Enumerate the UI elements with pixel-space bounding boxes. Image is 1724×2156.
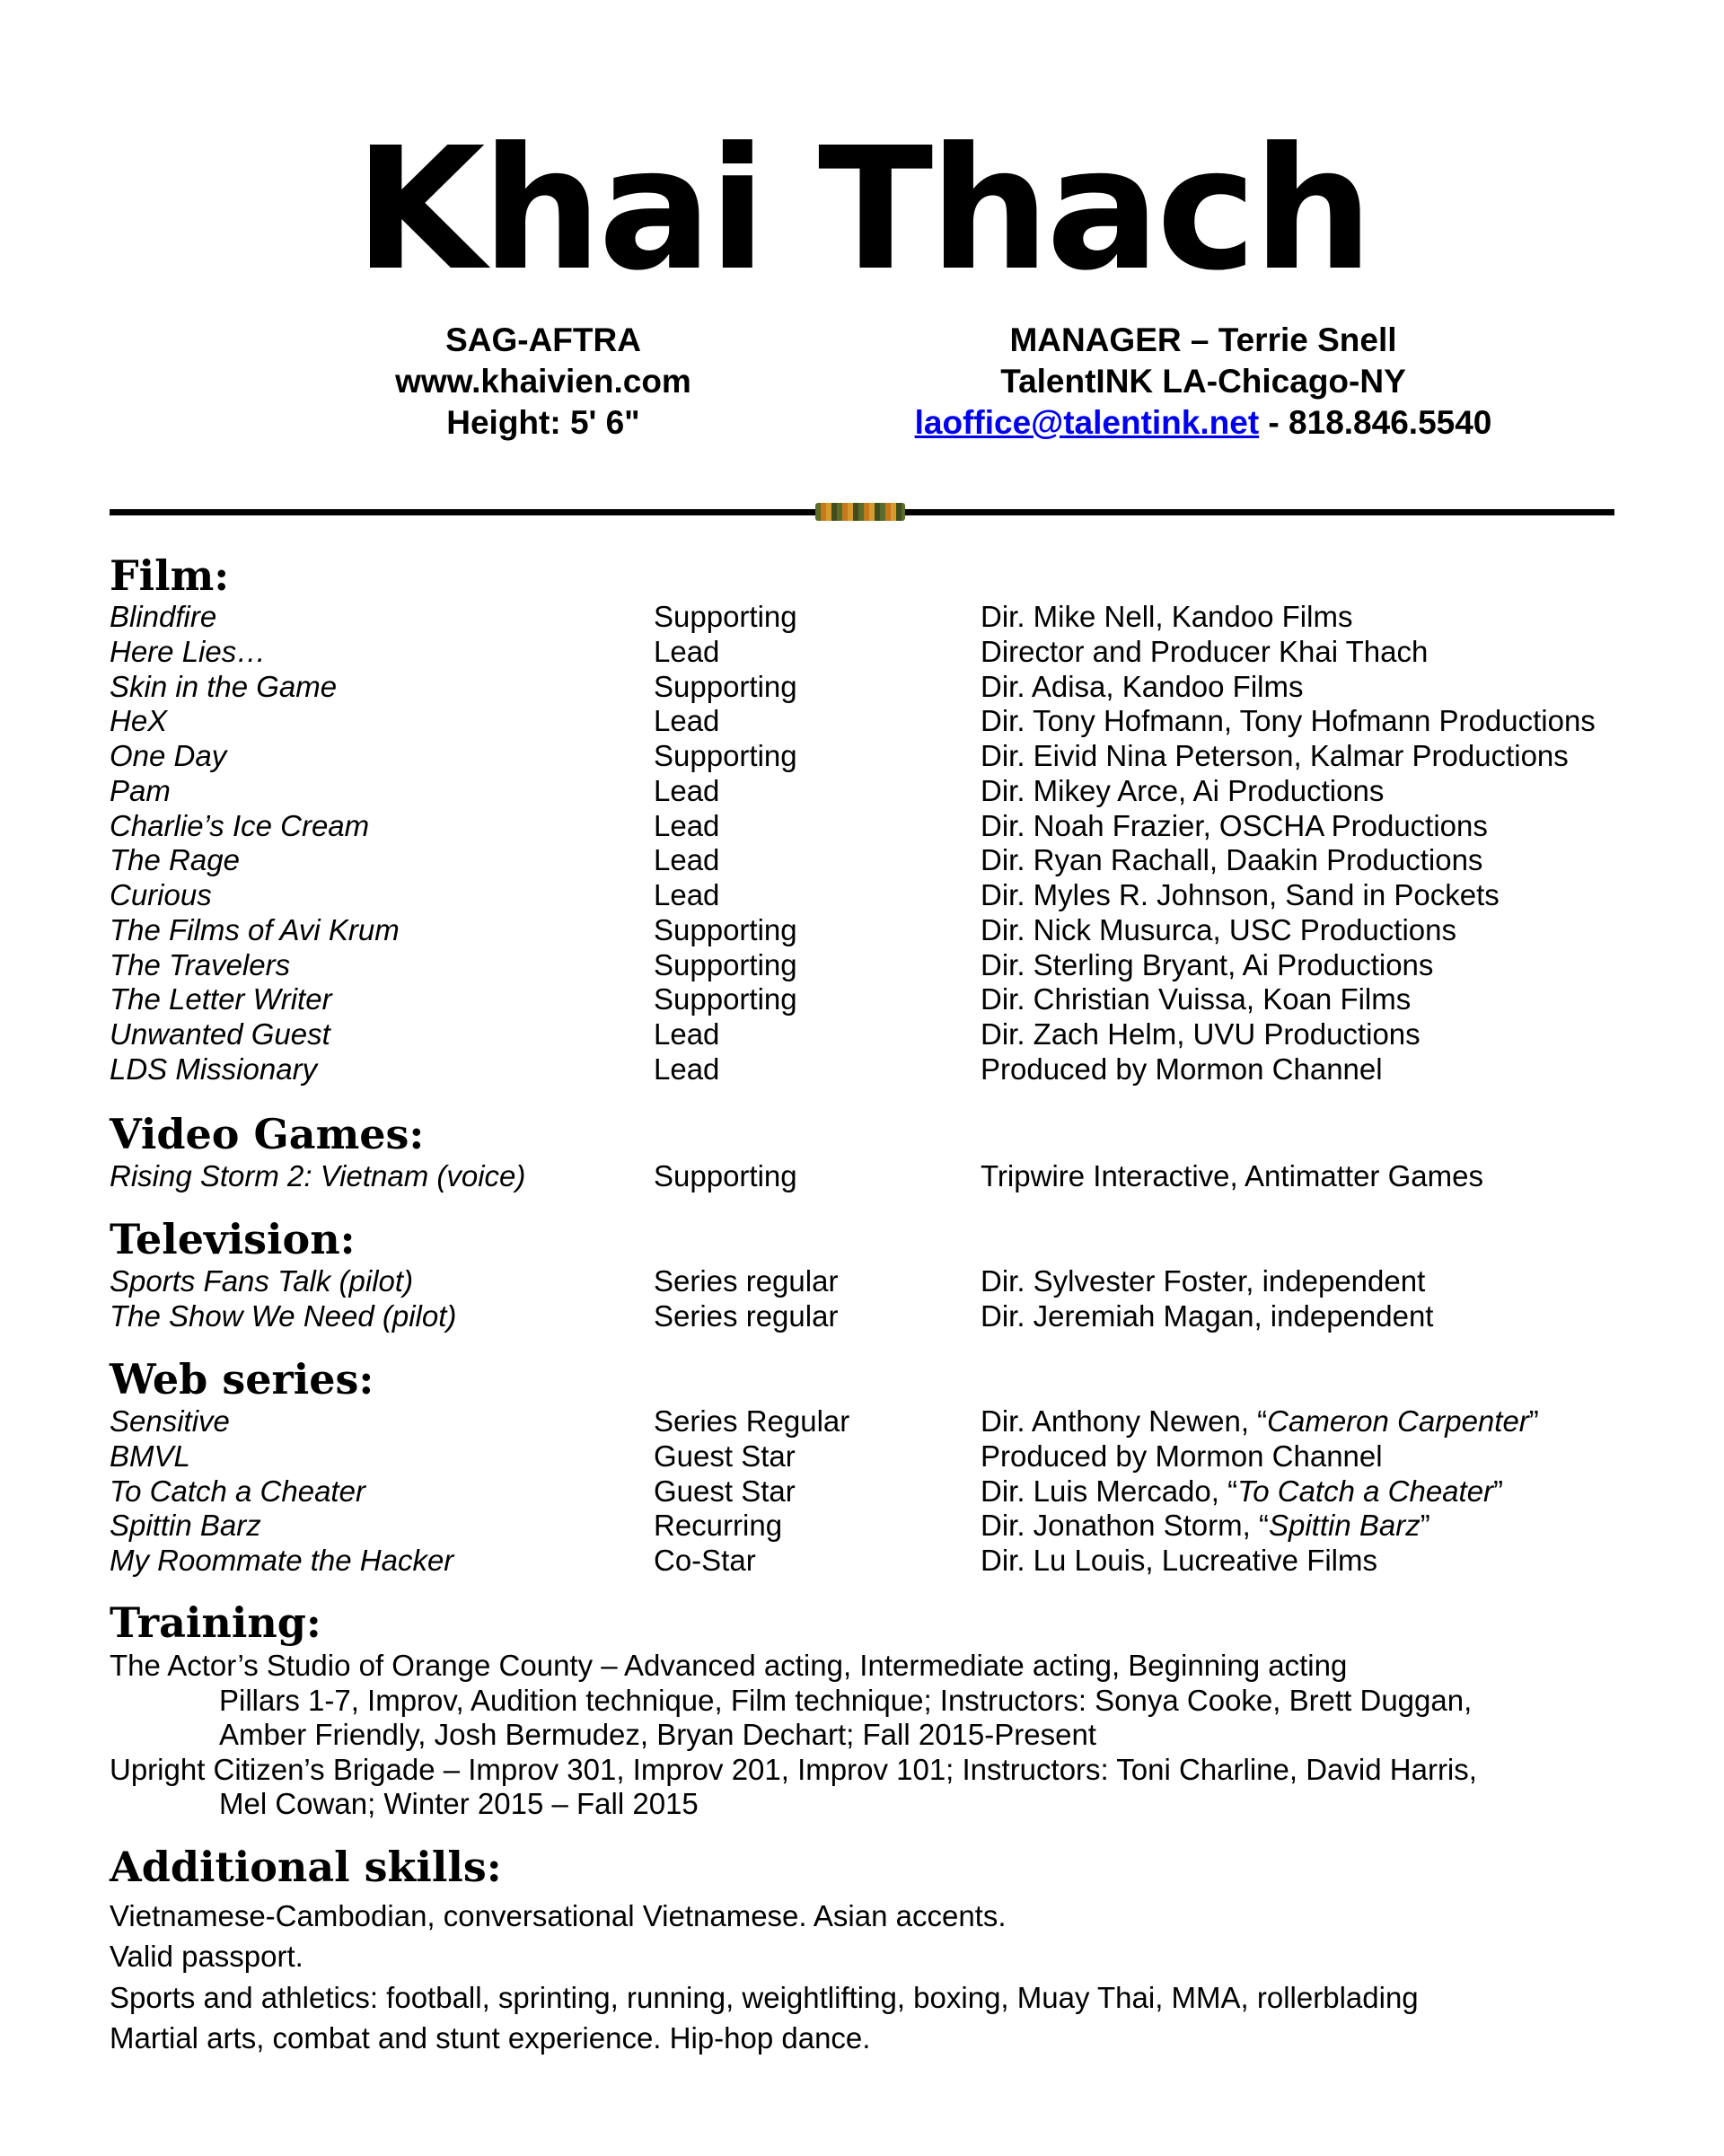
credit-show-title: To Catch a Cheater — [1237, 1474, 1494, 1508]
credit-quote: ” — [1493, 1474, 1504, 1508]
credit-row — [0, 1264, 1724, 1299]
height: Height: 5' 6" — [446, 404, 640, 441]
skill-line: Martial arts, combat and stunt experience. Hip-hop dance. — [110, 2020, 871, 2055]
credit-title: Here Lies… — [110, 634, 267, 668]
credit-role: Recurring — [654, 1509, 783, 1543]
credit-title: Blindfire — [110, 600, 217, 633]
credit-title: My Roommate the Hacker — [110, 1544, 454, 1577]
credit-role: Co-Star — [654, 1544, 756, 1577]
credit-director — [981, 1474, 1503, 1509]
credit-role: Supporting — [654, 947, 797, 981]
website[interactable]: www.khaivien.com — [395, 363, 691, 400]
credit-row — [0, 739, 1724, 774]
credit-row — [0, 1439, 1724, 1474]
credit-title: HeX — [110, 704, 168, 738]
credit-title: Pam — [110, 773, 171, 807]
training-heading: Training: — [110, 1598, 321, 1647]
credit-director: Dir. Zach Helm, UVU Productions — [981, 1017, 1421, 1051]
credit-row — [0, 913, 1724, 948]
credit-title: The Letter Writer — [110, 982, 332, 1016]
credit-row — [0, 878, 1724, 913]
credit-title: The Travelers — [110, 947, 291, 981]
credit-director: Dir. Ryan Rachall, Daakin Productions — [981, 843, 1483, 877]
credit-row — [0, 670, 1724, 705]
credit-role: Lead — [654, 878, 720, 911]
credit-role: Lead — [654, 704, 720, 738]
credit-role: Guest Star — [654, 1474, 796, 1508]
credit-role: Series regular — [654, 1298, 839, 1333]
credit-row — [0, 1159, 1724, 1194]
credit-director: Produced by Mormon Channel — [981, 1052, 1383, 1086]
training-line: Amber Friendly, Josh Bermudez, Bryan Dechart; Fall 2015-Present — [219, 1718, 1096, 1752]
film-heading: Film: — [110, 551, 230, 600]
credit-title: To Catch a Cheater — [110, 1474, 365, 1508]
credit-quote: ” — [1528, 1404, 1539, 1438]
training-line: Pillars 1-7, Improv, Audition technique, Film technique; Instructors: Sonya Cooke, Brett Duggan, — [219, 1683, 1473, 1717]
training-line: The Actor’s Studio of Orange County – Advanced acting, Intermediate acting, Beginning acting — [110, 1649, 1348, 1682]
credit-row — [0, 774, 1724, 809]
credit-role: Supporting — [654, 1159, 797, 1192]
agency-name: TalentINK LA-Chicago-NY — [1000, 363, 1406, 400]
credit-role: Lead — [654, 634, 720, 668]
skill-line: Sports and athletics: football, sprinting, running, weightlifting, boxing, Muay Thai, MMA, rollerblading — [110, 1980, 1419, 2014]
credit-title: Skin in the Game — [110, 669, 338, 703]
credit-role: Supporting — [654, 912, 797, 946]
credit-role: Supporting — [654, 739, 797, 772]
credit-title: The Rage — [110, 843, 240, 877]
credit-title: Rising Storm 2: Vietnam (voice) — [110, 1159, 526, 1192]
credit-show-title: Spittin Barz — [1268, 1509, 1421, 1543]
credit-title: Charlie’s Ice Cream — [110, 808, 370, 842]
skills-list — [110, 1896, 1419, 2058]
credit-role: Series regular — [654, 1264, 839, 1298]
credit-director: Dir. Mikey Arce, Ai Productions — [981, 773, 1385, 807]
credit-quote: ” — [1420, 1509, 1430, 1543]
film-list — [0, 600, 1724, 1087]
credit-title: The Show We Need (pilot) — [110, 1298, 457, 1333]
credit-role: Supporting — [654, 982, 797, 1016]
divider-ornament — [815, 503, 905, 521]
credit-text: Dir. Lu Louis, Lucreative Films — [981, 1544, 1378, 1577]
credit-title: Unwanted Guest — [110, 1017, 330, 1051]
skill-line: Vietnamese-Cambodian, conversational Vietnamese. Asian accents. — [110, 1899, 1007, 1932]
credit-role: Lead — [654, 808, 720, 842]
credit-role: Lead — [654, 843, 720, 877]
credit-title: Spittin Barz — [110, 1509, 261, 1543]
credit-role: Lead — [654, 1052, 720, 1086]
credit-director: Director and Producer Khai Thach — [981, 634, 1429, 668]
manager-info-block — [880, 320, 1526, 444]
video-games-list — [0, 1159, 1724, 1194]
credit-director: Dir. Tony Hofmann, Tony Hofmann Productions — [981, 704, 1596, 738]
union-affiliation: SAG-AFTRA — [445, 321, 641, 358]
credit-role: Lead — [654, 1017, 720, 1051]
credit-text: Produced by Mormon Channel — [981, 1439, 1383, 1473]
credit-text: Dir. Luis Mercado, “ — [981, 1474, 1238, 1508]
credit-role: Guest Star — [654, 1439, 796, 1473]
credit-title: One Day — [110, 739, 227, 772]
credit-row — [0, 704, 1724, 739]
credit-director: Dir. Jeremiah Magan, independent — [981, 1298, 1434, 1333]
skills-heading: Additional skills: — [110, 1843, 502, 1891]
contact-line — [880, 402, 1526, 444]
credit-director: Dir. Noah Frazier, OSCHA Productions — [981, 808, 1488, 842]
training-line: Mel Cowan; Winter 2015 – Fall 2015 — [219, 1787, 699, 1821]
credit-row — [0, 600, 1724, 635]
credit-row — [0, 1509, 1724, 1544]
credit-text: Dir. Anthony Newen, “ — [981, 1404, 1268, 1438]
credit-text: Dir. Jonathon Storm, “ — [981, 1509, 1269, 1543]
credit-title: Sensitive — [110, 1404, 230, 1438]
credit-director: Dir. Nick Musurca, USC Productions — [981, 912, 1456, 946]
skill-line: Valid passport. — [110, 1940, 303, 1974]
credit-row — [0, 809, 1724, 844]
video-games-heading: Video Games: — [110, 1110, 425, 1158]
credit-title: BMVL — [110, 1439, 190, 1473]
credit-row — [0, 1474, 1724, 1509]
credit-director: Tripwire Interactive, Antimatter Games — [981, 1159, 1483, 1192]
credit-title: The Films of Avi Krum — [110, 912, 400, 946]
credit-row — [0, 635, 1724, 670]
email-link[interactable]: laoffice@talentink.net — [914, 404, 1260, 441]
credit-row — [0, 982, 1724, 1017]
credit-row — [0, 843, 1724, 878]
credit-title: Sports Fans Talk (pilot) — [110, 1264, 414, 1298]
television-list — [0, 1264, 1724, 1334]
training-list — [110, 1649, 1654, 1822]
credit-title: LDS Missionary — [110, 1052, 318, 1086]
credit-role: Supporting — [654, 600, 797, 633]
credit-director: Dir. Christian Vuissa, Koan Films — [981, 982, 1412, 1016]
television-heading: Television: — [110, 1215, 356, 1263]
credit-director: Dir. Sterling Bryant, Ai Productions — [981, 947, 1434, 981]
credit-director — [981, 1544, 1377, 1579]
credit-row — [0, 1544, 1724, 1579]
actor-name: Khai Thach — [354, 111, 1370, 308]
credit-director — [981, 1404, 1539, 1439]
credit-row — [0, 948, 1724, 983]
credit-director: Dir. Adisa, Kandoo Films — [981, 669, 1304, 703]
credit-director — [981, 1509, 1430, 1544]
credit-role: Series Regular — [654, 1404, 850, 1438]
credit-row — [0, 1017, 1724, 1052]
credit-title: Curious — [110, 878, 212, 911]
credit-director: Dir. Myles R. Johnson, Sand in Pockets — [981, 878, 1500, 911]
credit-director — [981, 1439, 1383, 1474]
credit-role: Supporting — [654, 669, 797, 703]
credit-director: Dir. Sylvester Foster, independent — [981, 1264, 1426, 1298]
web-series-heading: Web series: — [110, 1355, 374, 1404]
credit-director: Dir. Mike Nell, Kandoo Films — [981, 600, 1353, 633]
manager-name: MANAGER – Terrie Snell — [1009, 321, 1397, 358]
web-series-list — [0, 1404, 1724, 1579]
training-line: Upright Citizen’s Brigade – Improv 301, Improv 201, Improv 101; Instructors: Toni Charline, David Harris, — [110, 1752, 1477, 1786]
credit-row — [0, 1404, 1724, 1439]
credit-show-title: Cameron Carpenter — [1267, 1404, 1529, 1438]
union-info-block — [341, 320, 745, 444]
phone-number: - 818.846.5540 — [1259, 404, 1492, 441]
credit-role: Lead — [654, 773, 720, 807]
credit-row — [0, 1299, 1724, 1334]
credit-director: Dir. Eivid Nina Peterson, Kalmar Productions — [981, 739, 1569, 772]
credit-row — [0, 1052, 1724, 1087]
